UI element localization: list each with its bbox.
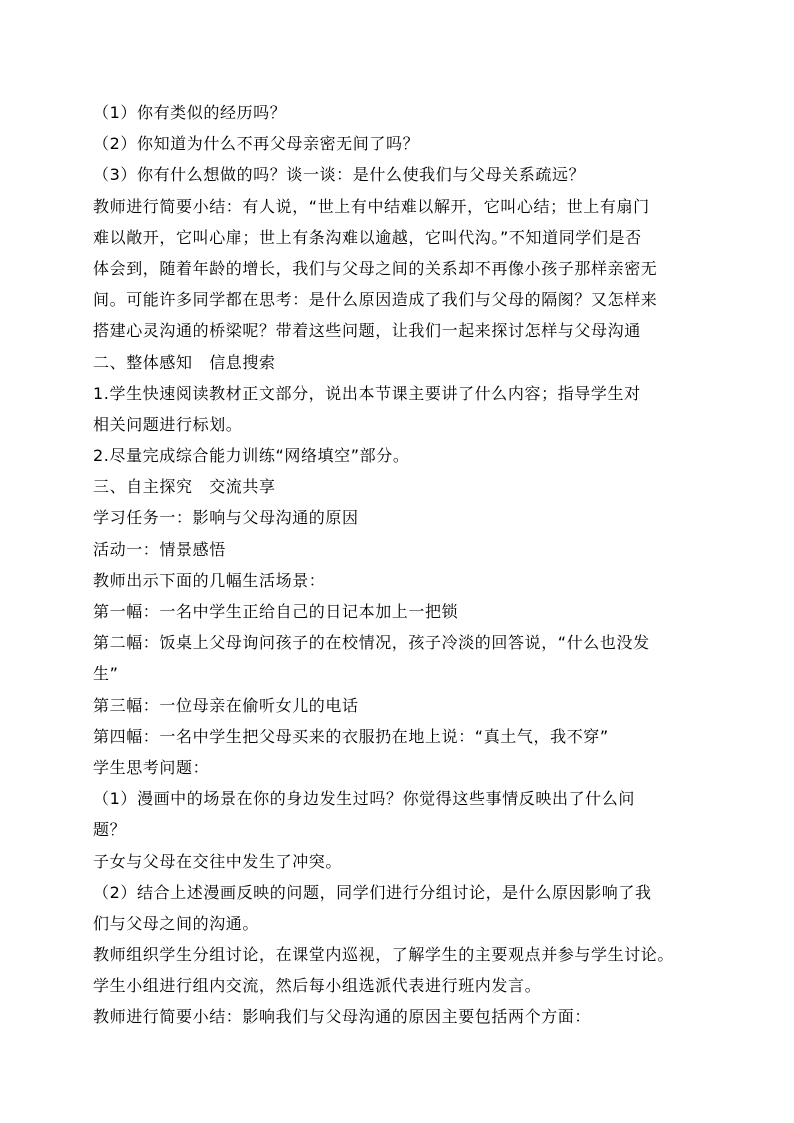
scene-item: 第二幅：饭桌上父母询问孩子的在校情况，孩子冷淡的回答说，“什么也没发 <box>93 633 650 653</box>
paragraph-line: 学生小组进行组内交流，然后每小组选派代表进行班内发言。 <box>93 976 542 996</box>
paragraph-line: 教师进行简要小结：有人说，“世上有中结难以解开，它叫心结；世上有扇门 <box>93 196 650 216</box>
scene-item: 第一幅：一名中学生正给自己的日记本加上一把锁 <box>93 602 459 621</box>
paragraph-line: 教师组织学生分组讨论，在课堂内巡视，了解学生的主要观点并参与学生讨论。 <box>93 945 675 965</box>
scene-item: 第四幅：一名中学生把父母买来的衣服扔在地上说：“真土气，我不穿” <box>93 726 609 746</box>
paragraph-line: 教师出示下面的几幅生活场景： <box>93 570 326 590</box>
scene-item: 第三幅：一位母亲在偷听女儿的电话 <box>93 695 359 715</box>
paragraph-line: 学生思考问题： <box>93 757 210 777</box>
question-2: （2）你知道为什么不再父母亲密无间了吗？ <box>93 134 420 154</box>
activity-heading: 活动一：情景感悟 <box>93 539 226 559</box>
document-body <box>93 97 705 1033</box>
list-item-continuation: 相关问题进行标划。 <box>93 414 243 434</box>
scene-item-continuation: 生” <box>93 664 119 684</box>
question-item-continuation: 们与父母之间的沟通。 <box>93 913 260 933</box>
question-3: （3）你有什么想做的吗？谈一谈：是什么使我们与父母关系疏远？ <box>93 165 586 185</box>
paragraph-line: 体会到，随着年龄的增长，我们与父母之间的关系却不再像小孩子那样亲密无 <box>93 258 658 278</box>
paragraph-line: 难以敞开，它叫心扉；世上有条沟难以逾越，它叫代沟。”不知道同学们是否 <box>93 227 642 247</box>
list-item: 2.尽量完成综合能力训练“网络填空”部分。 <box>93 446 410 466</box>
question-item: （1）漫画中的场景在你的身边发生过吗？你觉得这些事情反映出了什么问 <box>93 789 635 809</box>
paragraph-line: 教师进行简要小结：影响我们与父母沟通的原因主要包括两个方面： <box>93 1007 592 1027</box>
section-heading: 二、整体感知 信息搜索 <box>93 352 276 372</box>
question-item: （2）结合上述漫画反映的问题，同学们进行分组讨论，是什么原因影响了我 <box>93 882 652 902</box>
answer-line: 子女与父母在交往中发生了冲突。 <box>93 851 343 871</box>
paragraph-line: 间。可能许多同学都在思考：是什么原因造成了我们与父母的隔阂？又怎样来 <box>93 290 658 310</box>
paragraph-line: 搭建心灵沟通的桥梁呢？带着这些问题，让我们一起来探讨怎样与父母沟通 <box>93 321 641 341</box>
list-item: 1.学生快速阅读教材正文部分，说出本节课主要讲了什么内容；指导学生对 <box>93 383 641 403</box>
question-item-continuation: 题？ <box>93 820 127 840</box>
section-heading: 三、自主探究 交流共享 <box>93 477 276 497</box>
question-1: （1）你有类似的经历吗？ <box>93 103 287 122</box>
task-heading: 学习任务一：影响与父母沟通的原因 <box>93 508 359 528</box>
